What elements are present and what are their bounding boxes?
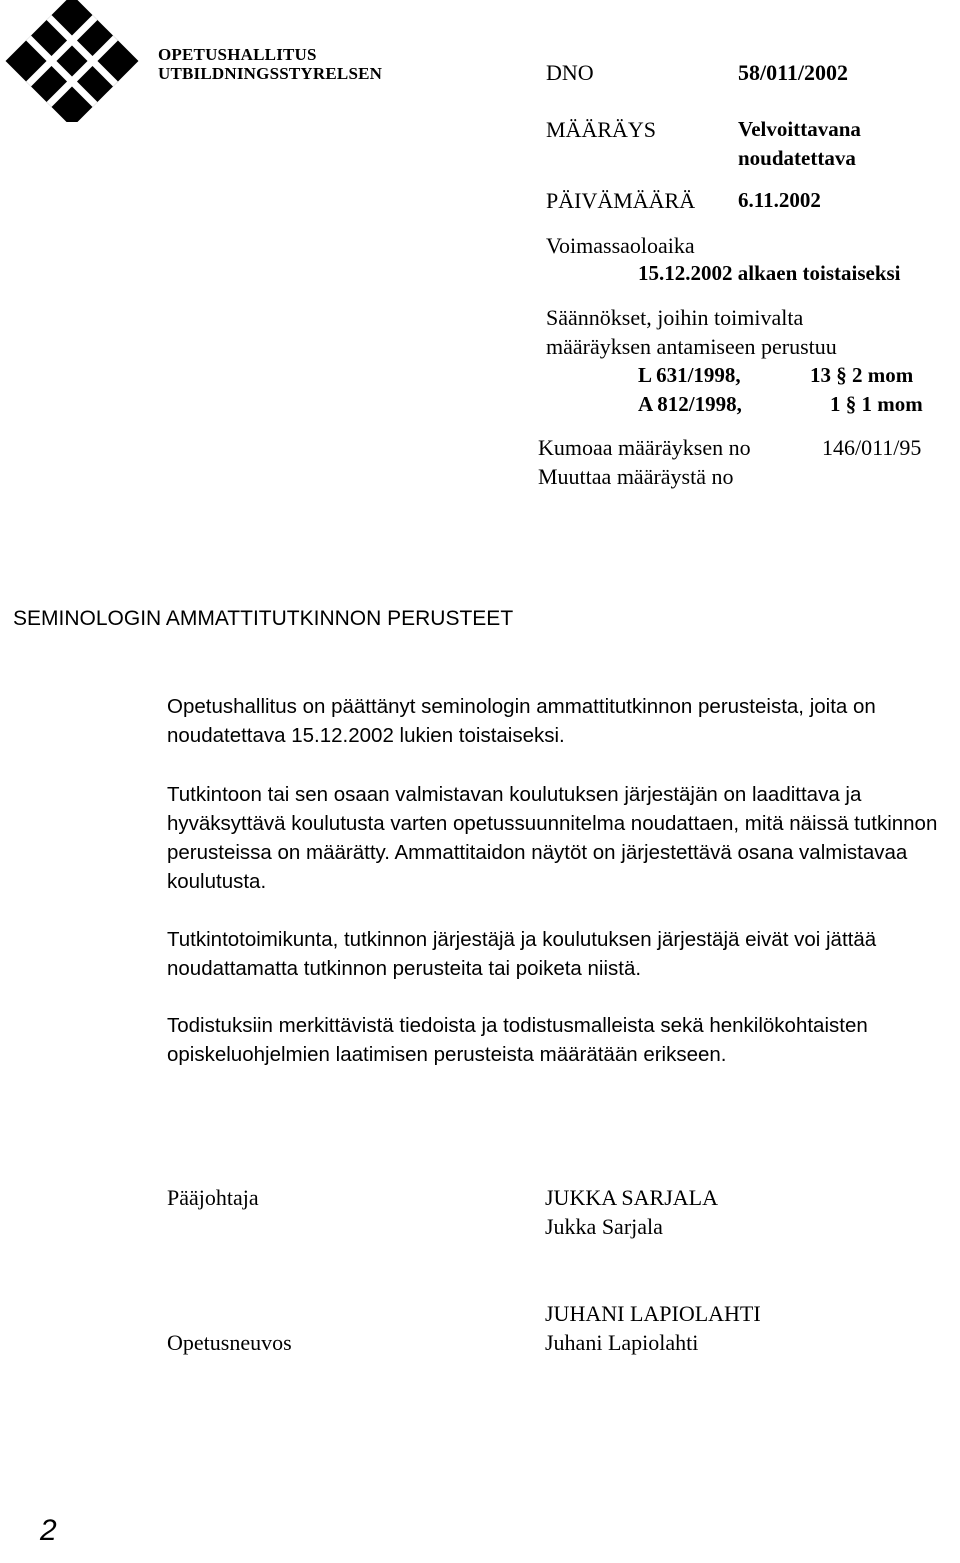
paragraph-4: Todistuksiin merkittävistä tiedoista ja todistusmalleista sekä henkilökohtaisten opiskeluohjelmien laatimisen perusteista määrätään erikseen. [167, 1014, 868, 1066]
muuttaa-label: Muuttaa määräystä no [538, 464, 734, 489]
kumoaa-value: 146/011/95 [822, 435, 922, 460]
dno-value: 58/011/2002 [738, 60, 849, 85]
paragraph-3: Tutkintotoimikunta, tutkinnon järjestäjä ja koulutuksen järjestäjä eivät voi jättää noudattamatta tutkinnon perusteita tai poiketa niistä. [167, 928, 877, 980]
signature-name-upper-1: JUKKA SARJALA [545, 1185, 718, 1210]
paivamaara-value: 6.11.2002 [738, 188, 821, 212]
law2-name: A 812/1998, [638, 392, 742, 416]
organization-name-sv: UTBILDNINGSSTYRELSEN [158, 64, 383, 83]
saannokset-line2: määräyksen antamiseen perustuu [546, 334, 837, 359]
diamond-grid-logo-icon [0, 0, 145, 122]
signature-name-1: Jukka Sarjala [545, 1214, 663, 1239]
maarays-label: MÄÄRÄYS [546, 117, 657, 142]
document-title: SEMINOLOGIN AMMATTITUTKINNON PERUSTEET [13, 607, 514, 630]
organization-name [158, 45, 382, 83]
law2-reference: 1 § 1 mom [830, 392, 923, 416]
organization-name-fi: OPETUSHALLITUS [158, 45, 317, 64]
maarays-value-line1: Velvoittavana [738, 117, 861, 141]
signature-name-upper-2: JUHANI LAPIOLAHTI [545, 1301, 761, 1326]
dno-label: DNO [546, 60, 594, 85]
signature-title-1: Pääjohtaja [167, 1185, 259, 1210]
signature-title-2: Opetusneuvos [167, 1330, 292, 1355]
page-number: 2 [40, 1514, 57, 1547]
voimassaolo-label: Voimassaoloaika [546, 233, 695, 258]
law1-name: L 631/1998, [638, 363, 741, 387]
paragraph-1: Opetushallitus on päättänyt seminologin ammattitutkinnon perusteista, joita on noudatettava 15.12.2002 lukien toistaiseksi. [167, 695, 876, 747]
signature-name-2: Juhani Lapiolahti [545, 1330, 699, 1355]
law1-reference: 13 § 2 mom [810, 363, 914, 387]
paragraph-2: Tutkintoon tai sen osaan valmistavan koulutuksen järjestäjän on laadittava ja hyväksyttävä koulutusta varten opetussuunnitelma noudattaen, mitä näissä tutkinnon perusteissa on määrätty. Ammattitaidon näytöt on järjestettävä osana valmistavaa koulutusta. [167, 783, 938, 893]
paivamaara-label: PÄIVÄMÄÄRÄ [546, 188, 696, 213]
maarays-value-line2: noudatettava [738, 146, 856, 170]
saannokset-line1: Säännökset, joihin toimivalta [546, 305, 804, 330]
voimassaolo-value: 15.12.2002 alkaen toistaiseksi [638, 261, 901, 285]
kumoaa-label: Kumoaa määräyksen no [538, 435, 751, 460]
